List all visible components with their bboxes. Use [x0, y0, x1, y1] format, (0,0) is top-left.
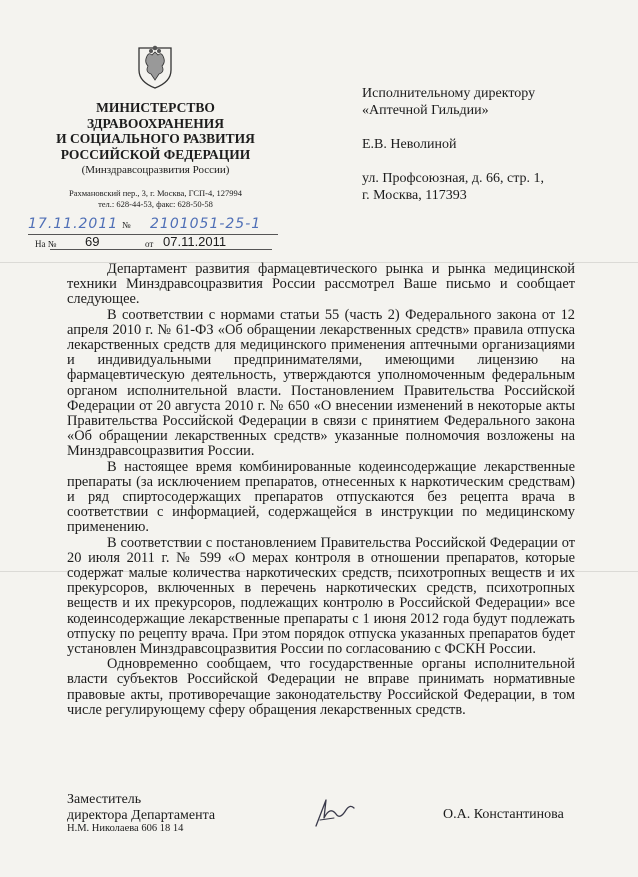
reference-prefix: На № — [35, 239, 57, 249]
reference-date: 07.11.2011 — [163, 234, 227, 249]
handwritten-signature — [310, 796, 358, 828]
ministry-name — [48, 100, 263, 162]
addressee-city: г. Москва, 117393 — [362, 188, 467, 203]
ministry-phone-line: тел.: 628-44-53, факс: 628-50-58 — [98, 198, 213, 209]
ministry-name-line: РОССИЙСКОЙ ФЕДЕРАЦИИ — [60, 146, 251, 162]
ministry-address — [48, 188, 263, 209]
ministry-name-line: И СОЦИАЛЬНОГО РАЗВИТИЯ — [56, 131, 255, 146]
body-paragraph: Департамент развития фармацевтического рынка и рынка медицинской техники Минздравсоцразвития России рассмотрел Ваше письмо и сообщает следующее. — [67, 261, 575, 308]
registration-stamp-number: 2101051-25-1 — [150, 216, 262, 232]
registration-underline — [28, 234, 278, 235]
ministry-address-line: Рахмановский пер., 3, г. Москва, ГСП-4, 127994 — [68, 188, 243, 198]
body-paragraph: Одновременно сообщаем, что государственные органы исполнительной власти субъектов Российской Федерации не вправе принимать нормативные правовые акты, противоречащие законодательству Российской Федерации, в том числе регулирующему сферу обращения лекарственных средств. — [67, 656, 575, 718]
addressee-street: ул. Профсоюзная, д. 66, стр. 1, — [362, 171, 545, 186]
coat-of-arms-icon — [135, 42, 175, 90]
registration-stamp-date: 17.11.2011 — [28, 216, 119, 232]
ministry-abbreviation: (Минздравсоцразвития России) — [81, 164, 230, 176]
body-paragraph: В соответствии с постановлением Правительства Российской Федерации от 20 июля 2011 г. № 599 «О мерах контроля в отношении препаратов, которые содержат малые количества наркотических средств, психотропных веществ и их прекурсоров, включенных в перечень наркотических средств, психотропных веществ и их прекурсоров, подлежащих контролю в Российской Федерации» все кодеинсодержащие лекарственные препараты с 1 июня 2012 года будут подлежать отпуску по рецепту врача. При этом порядок отпуска указанных препаратов будет установлен Минздравсоцразвития России по согласованию с ФСКН России. — [67, 534, 575, 658]
addressee-position: Исполнительному директору — [362, 86, 536, 101]
addressee-organization: «Аптечной Гильдии» — [362, 103, 489, 118]
body-paragraph: В соответствии с нормами статьи 55 (часть 2) Федерального закона от 12 апреля 2010 г. № 61-ФЗ «Об обращении лекарственных средств» правила отпуска лекарственных средств для медицинского применения аптечными организациями и индивидуальными предпринимателями, имеющими лицензию на фармацевтическую деятельность, утверждаются уполномоченным федеральным органом исполнительной власти. Постановлением Правительства Российской Федерации от 20 августа 2010 г. № 650 «О внесении изменений в некоторые акты Правительства Российской Федерации в связи с принятием Федерального закона «Об обращении лекарственных средств» указанные полномочия возложены на Минздравсоцразвития России. — [67, 306, 575, 460]
addressee-block — [362, 85, 544, 204]
reference-from-label: от — [145, 239, 154, 249]
ministry-name-line: МИНИСТЕРСТВО — [96, 100, 215, 115]
reference-number: 69 — [85, 234, 100, 249]
ministry-name-line: ЗДРАВООХРАНЕНИЯ — [86, 115, 225, 131]
signatory-title — [67, 792, 215, 824]
registration-number-sign: № — [122, 220, 131, 230]
signatory-title-line: директора Департамента — [67, 808, 216, 823]
addressee-name: Е.В. Неволиной — [362, 137, 457, 152]
signatory-title-line: Заместитель — [67, 792, 142, 807]
executor-info: Н.М. Николаева 606 18 14 — [67, 823, 184, 834]
body-paragraph: В настоящее время комбинированные кодеинсодержащие лекарственные препараты (за исключением препаратов, отнесенных к наркотическим средствам) и ряд спиртосодержащих препаратов отпускаются без рецепта врача в соответствии с информацией, содержащейся в инструкции по медицинскому применению. — [67, 458, 575, 536]
letter-body — [67, 262, 575, 718]
reference-underline — [50, 249, 272, 250]
signer-name: О.А. Константинова — [443, 807, 564, 822]
